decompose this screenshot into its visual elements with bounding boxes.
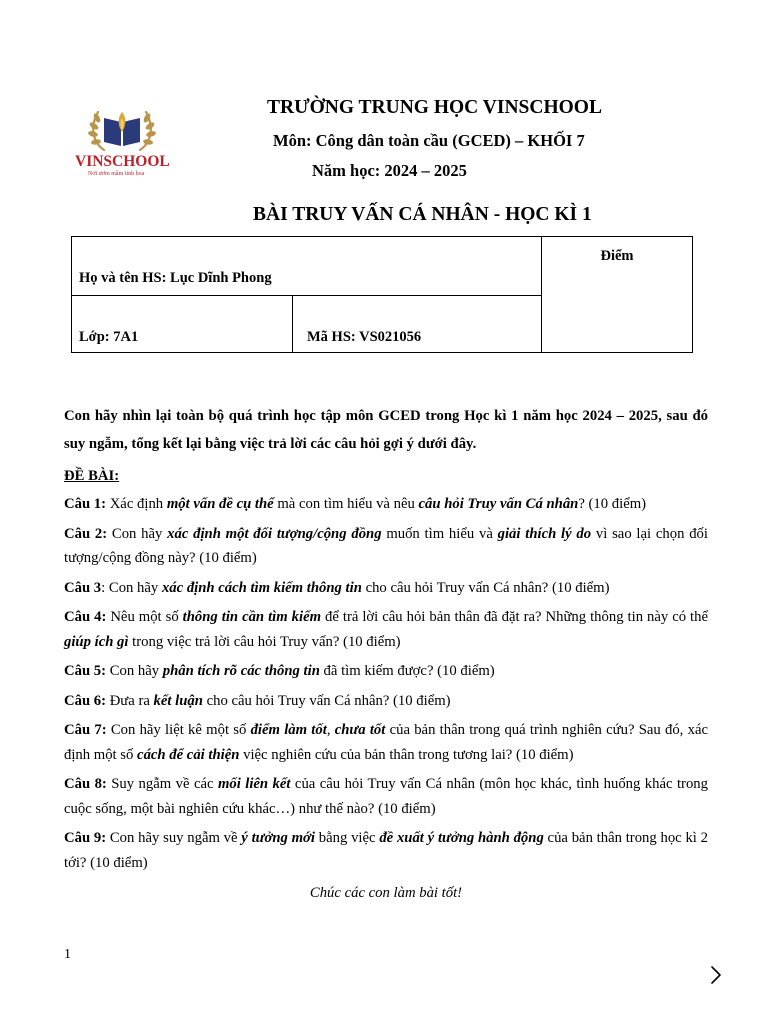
emphasis-text: giúp ích gì [64, 633, 129, 650]
question-1 [64, 492, 708, 517]
question-text: vì sao lại chọn đối tượng/cộng đồng này? (10 điểm) [64, 525, 708, 566]
page-number: 1 [64, 947, 71, 962]
question-4 [64, 605, 708, 654]
question-number: Câu 8: [64, 776, 107, 792]
question-number: Câu 3 [64, 579, 102, 596]
question-text: để trả lời câu hỏi bản thân đã đặt ra? Những thông tin này có thể [321, 609, 709, 625]
question-text: : Con hãy [101, 579, 162, 596]
emphasis-text: một vấn đề cụ thể [166, 496, 274, 512]
question-8 [64, 772, 708, 821]
question-text: Đưa ra [106, 692, 154, 709]
question-6 [64, 689, 708, 714]
question-number: Câu 4: [64, 609, 107, 625]
question-5 [64, 659, 708, 684]
question-text: trong việc trả lời câu hỏi Truy vấn? (10 điểm) [128, 633, 401, 650]
question-text: cho câu hỏi Truy vấn Cá nhân? (10 điểm) [202, 692, 451, 709]
class-label: Lớp: 7A1 [79, 329, 139, 345]
student-name-cell [72, 237, 542, 296]
school-logo [74, 100, 172, 180]
question-text: Con hãy [106, 663, 163, 679]
question-text: Con hãy suy ngẫm về [106, 830, 242, 846]
emphasis-text: giải thích lý do [497, 525, 592, 542]
question-number: Câu 6: [64, 692, 107, 709]
question-text: của bản thân trong quá trình nghiên cứu? Sau đó, xác định một số [64, 722, 708, 763]
emphasis-text: phân tích rõ các thông tin [162, 663, 320, 679]
question-7 [64, 718, 708, 767]
student-name: Họ và tên HS: Lục Dĩnh Phong [79, 270, 272, 286]
question-text: cho câu hỏi Truy vấn Cá nhân? (10 điểm) [361, 579, 610, 596]
question-text: của bản thân trong học kì 2 tới? (10 điểm) [64, 830, 708, 871]
score-label: Điểm [600, 248, 634, 264]
question-text: đã tìm kiếm được? (10 điểm) [319, 663, 495, 679]
question-text: Con hãy [107, 525, 168, 542]
document-title: BÀI TRUY VẤN CÁ NHÂN - HỌC KÌ 1 [253, 204, 592, 225]
student-info-table [71, 236, 693, 353]
closing-message: Chúc các con làm bài tốt! [309, 885, 463, 901]
student-id-cell [293, 296, 542, 353]
emphasis-text: ý tưởng mới [241, 830, 316, 846]
question-text: Xác định [106, 496, 167, 512]
emphasis-text: xác định cách tìm kiếm thông tin [161, 579, 362, 596]
emphasis-text: chưa tốt [334, 722, 386, 738]
question-9 [64, 826, 708, 875]
emphasis-text: mối liên kết [217, 776, 291, 792]
emphasis-text: thông tin cần tìm kiếm [182, 609, 322, 625]
question-number: Câu 9: [64, 830, 107, 846]
emphasis-text: đề xuất ý tưởng hành động [379, 830, 544, 846]
class-cell [72, 296, 293, 353]
subject-line: Môn: Công dân toàn cầu (GCED) – KHỐI 7 [273, 131, 585, 150]
emphasis-text: cách để cải thiện [137, 746, 240, 763]
student-id: Mã HS: VS021056 [307, 329, 422, 345]
vinschool-emblem-icon [74, 100, 172, 180]
next-page-button[interactable] [704, 963, 726, 987]
question-text: của câu hỏi Truy vấn Cá nhân (môn học khác, tình huống khác trong cuộc sống, một bài nghiên cứu khác…) như thế nào? (10 điểm) [64, 776, 708, 817]
svg-text:Nơi ươm mầm tinh hoa: Nơi ươm mầm tinh hoa [88, 171, 145, 177]
question-number: Câu 2: [64, 525, 108, 542]
emphasis-text: điểm làm tốt [250, 722, 327, 738]
school-name: TRƯỜNG TRUNG HỌC VINSCHOOL [267, 97, 602, 118]
question-text: ? (10 điểm) [578, 496, 647, 512]
question-2 [64, 522, 708, 571]
question-text: Con hãy liệt kê một số [106, 722, 251, 738]
document-body [64, 402, 708, 905]
question-number: Câu 1: [64, 496, 107, 512]
emphasis-text: kết luận [153, 692, 203, 709]
score-cell [542, 237, 693, 353]
emphasis-text: câu hỏi Truy vấn Cá nhân [418, 496, 579, 512]
question-3 [64, 576, 708, 601]
chevron-right-icon [704, 963, 726, 987]
svg-text:VINSCHOOL: VINSCHOOL [75, 153, 170, 170]
school-year: Năm học: 2024 – 2025 [312, 161, 467, 180]
question-number: Câu 7: [64, 722, 107, 738]
question-text: mà con tìm hiểu và nêu [273, 496, 419, 512]
question-number: Câu 5: [64, 663, 107, 679]
question-text: muốn tìm hiểu và [381, 525, 498, 542]
instructions-paragraph: Con hãy nhìn lại toàn bộ quá trình học tập môn GCED trong Học kì 1 năm học 2024 – 2025, sau đó suy ngẫm, tổng kết lại bằng việc trả lời các câu hỏi gợi ý dưới đây. [64, 408, 708, 452]
question-list [64, 492, 708, 875]
question-text: Nêu một số [106, 609, 183, 625]
question-text: Suy ngẫm về các [106, 776, 218, 792]
emphasis-text: xác định một đối tượng/cộng đồng [167, 525, 382, 542]
question-text: việc nghiên cứu của bản thân trong tương lai? (10 điểm) [239, 746, 574, 763]
question-text: bằng việc [315, 830, 380, 846]
section-heading: ĐỀ BÀI: [64, 468, 120, 484]
question-text: , [326, 722, 335, 738]
